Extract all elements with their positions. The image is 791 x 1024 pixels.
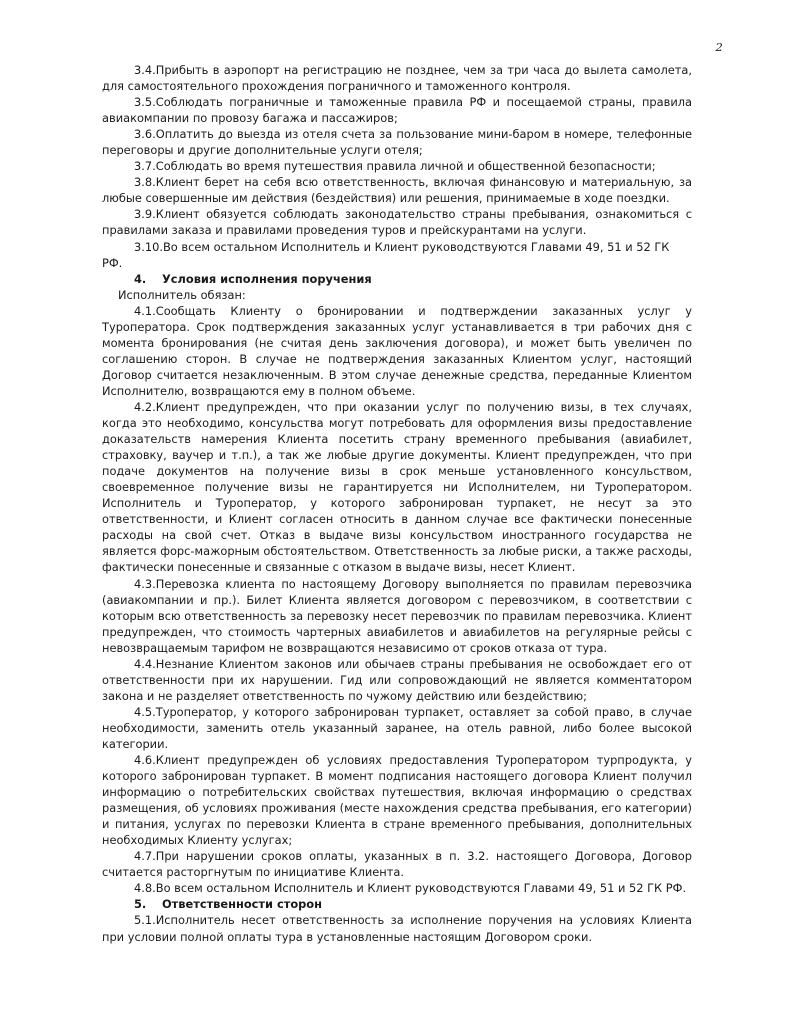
clause-text: Прибыть в аэропорт на регистрацию не позднее, чем за три часа до вылета самолета, для самостоятельного прохождения пограничного и таможенного контроля. bbox=[102, 63, 692, 94]
clause-text: Клиент обязуется соблюдать законодательство страны пребывания, ознакомиться с правилами заказа и правилами проведения туров и прейскурантами на услуги. bbox=[102, 207, 692, 238]
paragraph-h-5 bbox=[102, 896, 692, 912]
clause-text: Ответственности сторон bbox=[162, 897, 323, 912]
clause-number: 4. bbox=[134, 271, 147, 286]
paragraph-p-4-3 bbox=[102, 576, 692, 656]
clause-number: 4.1. bbox=[134, 303, 156, 318]
clause-number: 5. bbox=[134, 897, 147, 912]
clause-text: Клиент предупрежден, что при оказании услуг по получению визы, в тех случаях, когда это необходимо, консульства могут потребовать для оформления визы предоставление доказательств намерения Клиента посетить страну временного пребывания (авиабилет, страховку, ваучер и т.п.), а так же любые другие документы. Клиент предупрежден, что при подаче документов на получение визы в срок меньше установленного консульством, своевременное получение визы не гарантируется ни Исполнителем, ни Туроператором. Исполнитель и Туроператор, у которого забронирован турпакет, не несут за это ответственности, и Клиент согласен относить в данном случае все фактически понесенные расходы на свой счет. Отказ в выдаче визы консульством иностранного государства не является форс-мажорным обстоятельством. Ответственность за любые риски, а также расходы, фактически понесенные и связанные с отказом в выдаче визы, несет Клиент. bbox=[102, 399, 692, 575]
clause-text: Условия исполнения поручения bbox=[162, 271, 372, 286]
paragraph-p-5-1 bbox=[102, 912, 692, 944]
clause-number: 4.3. bbox=[134, 576, 156, 591]
paragraph-p-4-8 bbox=[102, 880, 692, 896]
clause-text: Перевозка клиента по настоящему Договору выполняется по правилам перевозчика (авиакомпании и пр.). Билет Клиента является договором с перевозчиком, в соответствии с которым всю ответственность за перевозку несет перевозчик по правилам перевозчика. Клиент предупрежден, что стоимость чартерных авиабилетов и авиабилетов на регулярные рейсы с невозвращаемым тарифом не возвращаются независимо от сроков отказа от тура. bbox=[102, 576, 692, 655]
document-body bbox=[102, 62, 692, 945]
paragraph-p-3-5 bbox=[102, 94, 692, 126]
clause-text: Соблюдать пограничные и таможенные правила РФ и посещаемой страны, правила авиакомпании по провозу багажа и пассажиров; bbox=[102, 95, 692, 126]
clause-text: Туроператор, у которого забронирован турпакет, оставляет за собой право, в случае необходимости, заменить отель указанный заранее, на отель равной, либо более высокой категории. bbox=[102, 704, 692, 751]
clause-number: 3.8. bbox=[134, 175, 156, 190]
paragraph-p-4-4 bbox=[102, 656, 692, 704]
paragraph-p-4-2 bbox=[102, 399, 692, 576]
paragraph-p-ispolnitel-obyazan bbox=[102, 287, 692, 303]
paragraph-p-3-10 bbox=[102, 239, 692, 271]
clause-number: 3.7. bbox=[134, 159, 156, 174]
clause-number: 3.10. bbox=[134, 239, 163, 254]
clause-number: 4.8. bbox=[134, 881, 156, 896]
clause-text: Оплатить до выезда из отеля счета за пользование мини-баром в номере, телефонные переговоры и другие дополнительные услуги отеля; bbox=[102, 127, 692, 158]
clause-number: 3.6. bbox=[134, 127, 156, 142]
paragraph-p-3-7 bbox=[102, 158, 692, 174]
paragraph-h-4 bbox=[102, 271, 692, 287]
clause-number: 3.5. bbox=[134, 95, 156, 110]
clause-text: Сообщать Клиенту о бронировании и подтверждении заказанных услуг у Туроператора. Срок подтверждения заказанных услуг устанавливается в три рабочих дня с момента бронирования (не считая день заключения договора), и может быть увеличен по соглашению сторон. В случае не подтверждения заказанных Клиентом услуг, настоящий Договор считается незаключенным. В этом случае денежные средства, переданные Клиентом Исполнителю, возвращаются ему в полном объеме. bbox=[102, 303, 692, 398]
paragraph-p-3-4 bbox=[102, 62, 692, 94]
paragraph-p-4-1 bbox=[102, 303, 692, 399]
clause-number: 3.9. bbox=[134, 207, 156, 222]
clause-number: 4.2. bbox=[134, 399, 156, 414]
clause-text: Во всем остальном Исполнитель и Клиент руководствуются Главами 49, 51 и 52 ГК РФ. bbox=[155, 881, 687, 896]
clause-text: Клиент предупрежден об условиях предоставления Туроператором турпродукта, у которого забронирован турпакет. В момент подписания настоящего договора Клиент получил информацию о потребительских свойствах путешествия, включая информацию о средствах размещения, об условиях проживания (месте нахождения средства пребывания, его категории) и питания, услугах по перевозки Клиента в стране временного пребывания, дополнительных необходимых Клиенту услугах; bbox=[102, 753, 692, 848]
paragraph-p-4-6 bbox=[102, 752, 692, 848]
clause-number: 4.5. bbox=[134, 704, 156, 719]
clause-number: 4.7. bbox=[134, 849, 156, 864]
clause-number: 4.6. bbox=[134, 753, 156, 768]
paragraph-p-3-6 bbox=[102, 126, 692, 158]
clause-number: 3.4. bbox=[134, 63, 156, 77]
paragraph-p-3-9 bbox=[102, 206, 692, 238]
clause-number: 4.4. bbox=[134, 656, 156, 671]
clause-text: Клиент берет на себя всю ответственность, включая финансовую и материальную, за любые совершенные им действия (бездействия) или решения, принимаемые в ходе поездки. bbox=[102, 175, 692, 206]
clause-number: 5.1. bbox=[134, 913, 156, 928]
clause-text: Соблюдать во время путешествия правила личной и общественной безопасности; bbox=[155, 159, 656, 174]
paragraph-p-3-8 bbox=[102, 174, 692, 206]
clause-text: Исполнитель несет ответственность за исполнение поручения на условиях Клиента при условии полной оплаты тура в установленные настоящим Договором сроки. bbox=[102, 913, 692, 944]
page-number: 2 bbox=[715, 40, 723, 54]
paragraph-p-4-7 bbox=[102, 848, 692, 880]
paragraph-p-4-5 bbox=[102, 704, 692, 752]
clause-text: Незнание Клиентом законов или обычаев страны пребывания не освобождает его от ответственности при их нарушении. Гид или сопровождающий не является комментатором закона и не разделяет ответственность по чужому действию или бездействию; bbox=[102, 656, 692, 703]
clause-text: При нарушении сроков оплаты, указанных в п. 3.2. настоящего Договора, Договор считается расторгнутым по инициативе Клиента. bbox=[102, 849, 692, 880]
clause-text: Исполнитель обязан: bbox=[118, 287, 246, 302]
clause-text: Во всем остальном Исполнитель и Клиент руководствуются Главами 49, 51 и 52 ГК РФ. bbox=[102, 239, 670, 270]
